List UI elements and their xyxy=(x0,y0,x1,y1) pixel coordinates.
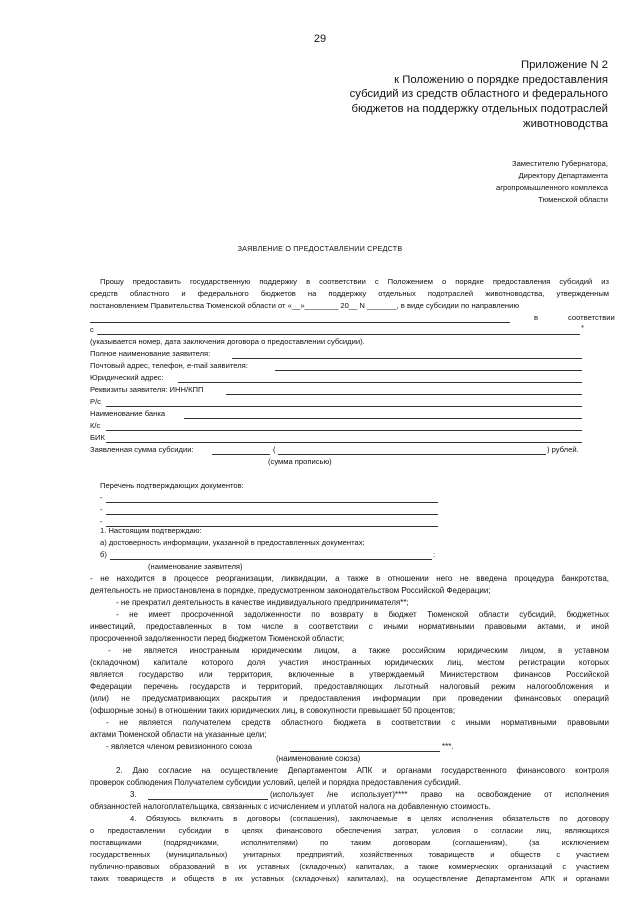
confirm-item-a: а) достоверность информации, указанной в предоставленных документах; xyxy=(100,538,365,547)
statement-line: поставщиками (подрядчиками, исполнителями) по таким договорам (соглашениям), (за исключением xyxy=(90,838,609,847)
addressee-line: Тюменской области xyxy=(538,195,608,204)
documents-bullet: - xyxy=(100,517,103,526)
audit-union-field[interactable] xyxy=(290,751,440,752)
statement-line: просроченной задолженности перед бюджетом Тюменской области; xyxy=(90,634,345,643)
field-label-full-name: Полное наименование заявителя: xyxy=(90,349,211,358)
audit-union-hint: (наименование союза) xyxy=(276,754,361,763)
statement-line: о предоставлении субсидии в целях финансового обеспечения затрат, условия о согласии лиц, являющихся xyxy=(90,826,609,835)
intro-line: Прошу предоставить государственную поддержку в соответствии с Положением о порядке предоставления субсидий из xyxy=(100,277,609,286)
statement-line: - не имеет просроченной задолженности по возврату в бюджет Тюменской области субсидий, бюджетных xyxy=(116,610,609,619)
addressee-line: Директору Департамента xyxy=(518,171,608,180)
statement-line: 4. Обязуюсь включить в договоры (соглашения), заключаемые в целях исполнения обязательств по договору xyxy=(130,814,609,823)
contract-field[interactable] xyxy=(97,334,580,335)
inn-kpp-field[interactable] xyxy=(226,394,582,395)
statement-line: 2. Даю согласие на осуществление Департаментом АПК и органами государственного финансового контроля xyxy=(116,766,609,775)
addressee-block xyxy=(496,158,608,206)
field-label-bik: БИК xyxy=(90,433,105,442)
intro-word: в xyxy=(534,313,539,322)
confirm-colon: : xyxy=(433,550,436,559)
appendix-line: Приложение N 2 xyxy=(521,59,608,71)
field-label-legal-address: Юридический адрес: xyxy=(90,373,164,382)
statement-line: актами Тюменской области на указанные цели; xyxy=(90,730,267,739)
amount-label: Заявленная сумма субсидии: xyxy=(90,445,194,454)
amount-words-field[interactable] xyxy=(278,454,546,455)
legal-address-field[interactable] xyxy=(178,382,582,383)
addressee-line: Заместителю Губернатора, xyxy=(512,159,608,168)
statement-line: (или) не предусматривающих раскрытия и предоставления информации при проведении финансовых операций xyxy=(90,694,609,703)
statement-line: государственных (муниципальных) унитарных предприятий, хозяйственных товариществ и обществ с участием xyxy=(90,850,609,859)
statement-line: публично-правовых образований в их уставных (складочных) капиталах, а также коммерческих организаций с участием xyxy=(90,862,609,871)
document-field[interactable] xyxy=(106,514,438,515)
appendix-line: животноводства xyxy=(523,117,608,130)
footnote-mark: ***. xyxy=(442,742,454,751)
statement-line: Федерации перечень государств и территорий, предоставляющих льготный налоговый режим налогообложения и xyxy=(90,682,609,691)
statement-line: (использует /не использует)**** право на освобождение от исполнения xyxy=(270,790,609,799)
amount-currency: ) рублей. xyxy=(547,445,579,454)
addressee-line: агропромышленного комплекса xyxy=(495,183,608,192)
statement-line: - не является получателем средств областного бюджета в соответствии с иными нормативными правовыми xyxy=(106,718,609,727)
documents-bullet: - xyxy=(100,505,103,514)
statement-line: инвестиций, предоставленных в том числе в соответствии с иными нормативными правовыми актами, и иной xyxy=(90,622,609,631)
document-title: ЗАЯВЛЕНИЕ О ПРЕДОСТАВЛЕНИИ СРЕДСТВ xyxy=(237,244,403,253)
bank-field[interactable] xyxy=(184,418,582,419)
statement-line: - является членом ревизионного союза xyxy=(106,742,253,751)
documents-bullet: - xyxy=(100,493,103,502)
statement-line: обязанностей налогоплательщика, связанных с исчислением и уплатой налога на добавленную стоимость. xyxy=(90,802,491,811)
footnote-mark: * xyxy=(581,323,584,332)
applicant-name-field[interactable] xyxy=(110,559,432,560)
vat-status-field[interactable] xyxy=(148,799,268,800)
corr-account-field[interactable] xyxy=(106,430,582,431)
intro-line: средств областного и федерального бюджетов на поддержку отдельных подотраслей животноводства, утвержденным xyxy=(90,289,609,298)
appendix-line: к Положению о порядке предоставления xyxy=(394,73,608,86)
statement-line: (офшорные зоны) в отношении таких юридических лиц, в совокупности превышает 50 процентов; xyxy=(90,706,456,715)
statement-line: (складочном) капитале которого доля участия иностранных юридических лиц, местом регистрации которых xyxy=(90,658,609,667)
contract-note: (указывается номер, дата заключения договора о предоставлении субсидии). xyxy=(90,337,365,346)
amount-hint: (сумма прописью) xyxy=(268,457,332,466)
full-name-field[interactable] xyxy=(232,358,582,359)
field-label-corr-account: К/с xyxy=(90,421,101,430)
statement-line: - не является иностранным юридическим лицом, а также российским юридическим лицом, в уставном xyxy=(108,646,609,655)
postal-address-field[interactable] xyxy=(275,370,582,371)
confirm-item-b: б) xyxy=(100,550,107,559)
intro-word: соответствии xyxy=(568,313,615,322)
bik-field[interactable] xyxy=(106,442,582,443)
appendix-line: бюджетов на поддержку отдельных подотраслей xyxy=(351,103,608,116)
field-label-postal-address: Почтовый адрес, телефон, e-mail заявителя: xyxy=(90,361,248,370)
direction-field[interactable] xyxy=(90,322,510,323)
account-field[interactable] xyxy=(106,406,582,407)
documents-heading: Перечень подтверждающих документов: xyxy=(100,481,244,490)
statement-number: 3. xyxy=(130,790,137,799)
amount-open-paren: ( xyxy=(273,445,276,454)
statement-line: - не находится в процессе реорганизации, ликвидации, а также в отношении него не введена процедура банкротства, xyxy=(90,574,609,583)
appendix-line: субсидий из средств областного и федерального xyxy=(349,88,608,101)
field-label-inn-kpp: Реквизиты заявителя: ИНН/КПП xyxy=(90,385,204,394)
statement-line: проверок соблюдения Получателем субсидии условий, целей и порядка предоставления субсидий. xyxy=(90,778,461,787)
intro-word: с xyxy=(90,325,94,334)
field-label-account: Р/с xyxy=(90,397,101,406)
field-label-bank: Наименование банка xyxy=(90,409,166,418)
statement-line: - не прекратил деятельность в качестве индивидуального предпринимателя**; xyxy=(116,598,409,607)
intro-line: постановлением Правительства Тюменской области от «__»________ 20__ N _______, в виде субсидии по направлению xyxy=(90,301,520,310)
applicant-name-hint: (наименование заявителя) xyxy=(148,562,243,571)
confirm-heading: 1. Настоящим подтверждаю: xyxy=(100,526,202,535)
page-number: 29 xyxy=(313,33,327,45)
appendix-header xyxy=(350,58,608,132)
statement-line: таких товариществ и обществ в их уставных (складочных) капиталах), на осуществление Департаментом АПК и органами xyxy=(90,874,609,883)
statement-line: деятельность не приостановлена в порядке, предусмотренном законодательством Российской Федерации; xyxy=(90,586,491,595)
document-field[interactable] xyxy=(106,502,438,503)
statement-line: является государство или территория, включенные в утверждаемый Министерством финансов Российской xyxy=(90,670,609,679)
amount-digits-field[interactable] xyxy=(212,454,270,455)
